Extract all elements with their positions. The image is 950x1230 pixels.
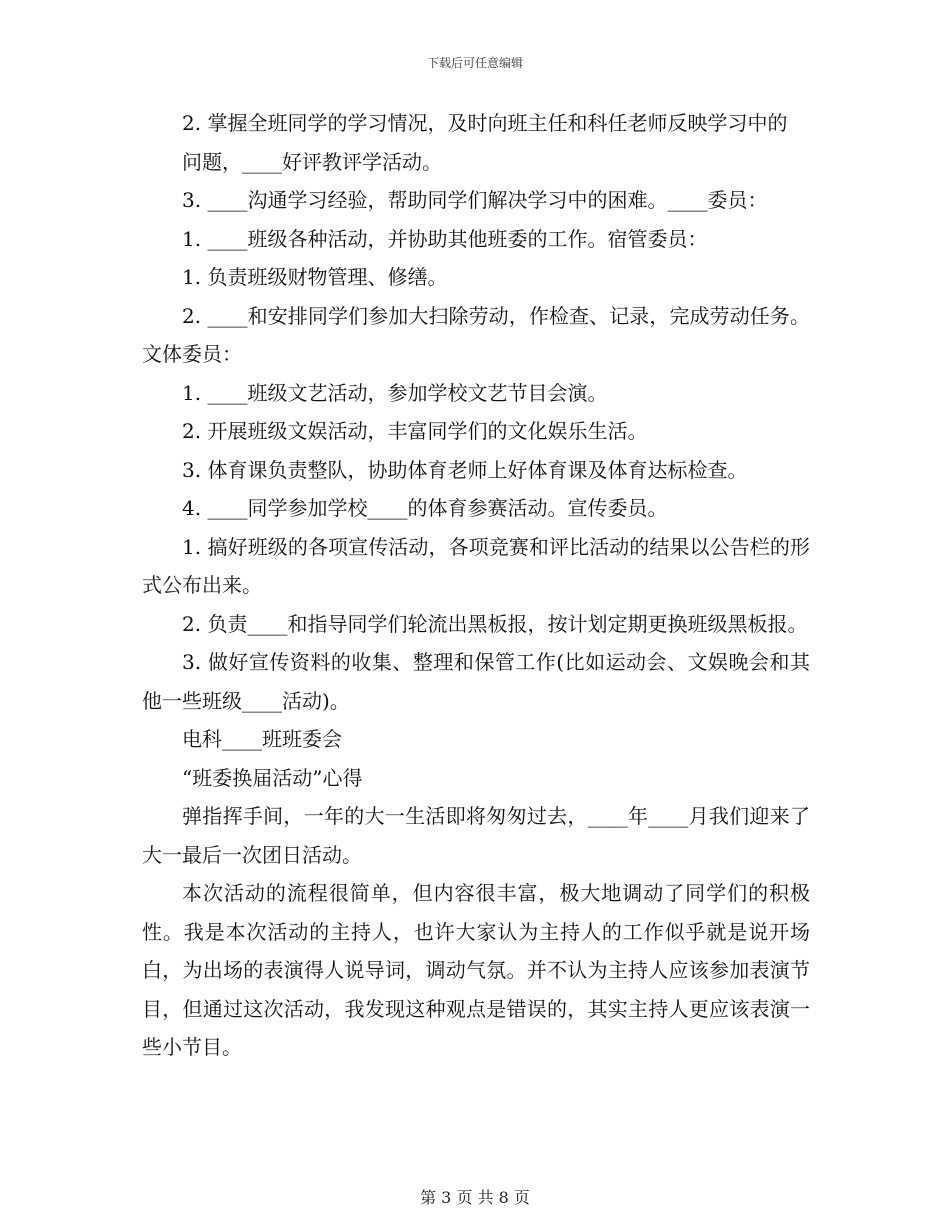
paragraph: 3. 做好宣传资料的收集、整理和保管工作(比如运动会、文娱晚会和其他一些班级____活动)。 — [142, 650, 810, 713]
paragraph: 1. ____班级各种活动，并协助其他班委的工作。宿管委员： — [182, 226, 708, 251]
paragraph: 1. ____班级文艺活动，参加学校文艺节目会演。 — [182, 380, 608, 405]
paragraph: 2. 开展班级文娱活动，丰富同学们的文化娱乐生活。 — [182, 419, 648, 443]
paragraph: 1. 搞好班级的各项宣传活动，各项竞赛和评比活动的结果以公告栏的形式公布出来。 — [142, 534, 810, 597]
paragraph: 2. 负责____和指导同学们轮流出黑板报，按计划定期更换班级黑板报。 — [182, 611, 808, 636]
paragraph: 弹指挥手间，一年的大一生活即将匆匆过去，____年____月我们迎来了大一最后一次团日活动。 — [142, 804, 810, 867]
paragraph: 2. 掌握全班同学的学习情况，及时向班主任和科任老师反映学习中的 — [182, 111, 788, 135]
paragraph: 本次活动的流程很简单，但内容很丰富，极大地调动了同学们的积极性。我是本次活动的主持人，也许大家认为主持人的工作似乎就是说开场白，为出场的表演得人说导词，调动气氛。并不认为主持人应该参加表演节目，但通过这次活动，我发现这种观点是错误的，其实主持人更应该表演一些小节目。 — [142, 881, 810, 1059]
paragraph: 4. ____同学参加学校____的体育参赛活动。宣传委员。 — [182, 496, 668, 520]
paragraph: 2. ____和安排同学们参加大扫除劳动，作检查、记录，完成劳动任务。文体委员： — [142, 303, 810, 366]
paragraph: 问题，____好评教评学活动。 — [182, 149, 442, 174]
paragraph: 3. ____沟通学习经验，帮助同学们解决学习中的困难。____委员： — [182, 188, 768, 212]
paragraph: 1. 负责班级财物管理、修缮。 — [182, 265, 448, 289]
section-title: “班委换届活动”心得 — [182, 765, 363, 790]
paragraph: 3. 体育课负责整队，协助体育老师上好体育课及体育达标检查。 — [182, 457, 748, 482]
page-footer: 第 3 页 共 8 页 — [420, 1188, 530, 1207]
page-header: 下载后可任意编辑 — [426, 56, 523, 70]
document-body — [142, 104, 810, 1067]
signature-line: 电科____班班委会 — [182, 727, 342, 751]
